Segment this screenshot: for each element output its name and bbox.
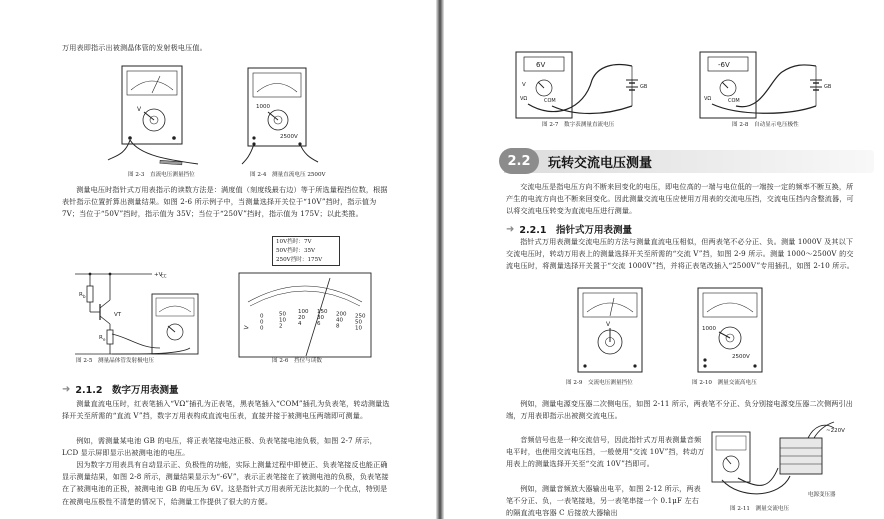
- fig-2-6-scale-label: 200: [336, 311, 347, 318]
- fig-2-10-caption: 图 2-10 测量交流高电压: [692, 380, 757, 386]
- fig-2-6-scale-label: 2: [279, 323, 283, 330]
- fig-2-4-2500-label: 2500V: [280, 134, 298, 140]
- fig-2-5-re-sub: e: [103, 337, 106, 342]
- fig-2-6-scale-label: 250: [355, 313, 366, 320]
- para-reading: 测量电压时指针式万用表指示的读数方法是：满度值（刻度线最右边）等于所选量程挡位数，根据表针指示位置折算出测量结果。如图 2-6 所示例子中，当测量选择开关位于“10V”挡时，指示值为 7V；当位于“50V”挡时，指示值为 35V；当位于“250V”挡时，指示值为 175V；以此类推。: [62, 185, 388, 219]
- fig-2-8-caption: 图 2-8 自动显示电压极性: [732, 122, 799, 128]
- fig-2-8-terminal-vo: VΩ: [704, 96, 712, 102]
- fig-2-6-scale-label: 40: [336, 317, 343, 324]
- fig-2-7-terminal-v: V: [522, 82, 526, 88]
- fig-2-4-caption: 图 2-4 测量直流电压 2500V: [250, 172, 326, 178]
- fig-2-10-analog-meter: [692, 286, 772, 378]
- fig-2-6-scale-label: 100: [298, 309, 309, 316]
- fig-2-6-scale-label: 20: [298, 315, 305, 322]
- fig-2-6-unit: V: [243, 325, 251, 331]
- fig-2-6-scale-label: 150: [317, 309, 328, 316]
- fig-2-7-display: 6V: [536, 61, 546, 69]
- fig-2-6-caption: 图 2-6 挡位与读数: [272, 358, 322, 364]
- fig-2-9-caption: 图 2-9 交流电压测量挡位: [566, 380, 633, 386]
- fig-2-6-box-line-10v: 10V挡时：7V: [276, 239, 312, 245]
- fig-2-6-scale-label: 50: [355, 319, 362, 326]
- fig-2-6-box-line-250v: 250V挡时：175V: [276, 256, 323, 263]
- para-ac-audio: 音频信号也是一种交流信号，因此指针式万用表测量音频电平时，也使用交流电压挡，一般使用“交流 10V”挡，转动万用表上的测量选择开关至“交流 10V”挡即可。: [506, 435, 705, 469]
- fig-2-8-digital-meter: [698, 50, 838, 120]
- fig-2-10-1000-label: 1000: [702, 326, 716, 332]
- book-gutter: [436, 0, 444, 519]
- fig-2-6-scale-label: 0: [260, 319, 264, 326]
- fig-2-5-vcc: +V: [154, 272, 163, 278]
- left-page: [0, 0, 436, 519]
- fig-2-6-scale-label: 30: [317, 315, 324, 322]
- intro-text: 万用表即指示出被测晶体管的发射极电压值。: [62, 43, 207, 52]
- fig-2-4-analog-meter: [240, 64, 320, 168]
- arrow-icon: ➜: [62, 383, 71, 395]
- fig-2-5-rb: R: [79, 292, 83, 298]
- fig-2-5-vt: VT: [114, 312, 122, 318]
- fig-2-3-caption: 图 2-3 直流电压测量挡位: [128, 172, 195, 178]
- fig-2-3-analog-meter: [100, 60, 220, 170]
- para-ac-pointer: 指针式万用表测量交流电压的方法与测量直流电压相似，但两表笔不必分正、负。测量 1000V 及其以下交流电压时，转动万用表上的测量选择开关至所需的“交流 V”挡，如图 2-9 所示。测量 1000～2500V 的交流电压时，将测量选择开关置于“交流 1000V”挡，并将正表笔改插入“2500V”专用插孔，如图 2-10 所示。: [506, 237, 855, 271]
- fig-2-6-scale-label: 8: [336, 323, 340, 330]
- fig-2-7-battery: GB: [640, 84, 648, 90]
- fig-2-5-caption: 图 2-5 测量晶体管发射极电压: [76, 358, 154, 364]
- fig-2-6-box-line-50v: 50V挡时：35V: [276, 247, 316, 254]
- para-digital-1: 测量直流电压时，红表笔插入“VΩ”插孔为正表笔，黑表笔插入“COM”插孔为负表笔，转动测量选择开关至所需的“直流 V”挡，数字万用表构成直流电压表，直接并接于被测电压两端即可测量。: [62, 399, 390, 421]
- fig-2-8-battery: GB: [824, 84, 832, 90]
- fig-2-7-terminal-com: COM: [544, 98, 556, 104]
- section-title-2-1-2: 2.1.2 数字万用表测量: [75, 385, 179, 396]
- para-digital-3: 因为数字万用表具有自动显示正、负极性的功能，实际上测量过程中即使正、负表笔接反也能正确显示测量结果，如图 2-8 所示，测量结果显示为“-6V”，表示正表笔接在了被测电池的负极，负表笔接在了被测电池的正极，被测电池 GB 的电压为 6V。这是指针式万用表所无法比拟的一个优点，特别是在被测电压极性不清楚的情况下，给测量工作提供了很大的方便。: [62, 460, 389, 506]
- fig-2-3-dial-label: V: [137, 106, 142, 113]
- fig-2-6-scale-label: 10: [355, 325, 362, 332]
- fig-2-6-scale-label: 0: [260, 325, 264, 332]
- fig-2-6-scale-label: 6: [317, 321, 321, 328]
- fig-2-7-caption: 图 2-7 数字表测量直流电压: [542, 122, 615, 128]
- fig-2-11-mains: ~220V: [826, 428, 845, 434]
- fig-2-6-scale: [238, 272, 372, 358]
- fig-2-6-scale-label: 0: [260, 313, 264, 320]
- fig-2-9-dial-label: V: [606, 321, 611, 328]
- fig-2-11-transformer-label: 电源变压器: [808, 492, 836, 498]
- fig-2-9-analog-meter: [572, 286, 652, 378]
- fig-2-5-re: R: [99, 335, 103, 341]
- section-number-badge: 2.2: [499, 148, 539, 174]
- fig-2-7-digital-meter: [514, 50, 654, 120]
- fig-2-6-scale-label: 50: [279, 311, 286, 318]
- fig-2-7-terminal-vo: VΩ: [520, 96, 528, 102]
- fig-2-5-vcc-sub: CC: [161, 273, 167, 279]
- para-digital-2: 例如，需测量某电池 GB 的电压，将正表笔接电池正极、负表笔接电池负极，如图 2-7 所示，LCD 显示屏即显示出被测电池的电压。: [62, 436, 377, 458]
- section-title: 玩转交流电压测量: [548, 156, 653, 171]
- fig-2-6-scale-label: 4: [298, 321, 302, 328]
- fig-2-4-1000-label: 1000: [256, 104, 270, 110]
- fig-2-11-transformer: [710, 418, 860, 506]
- fig-2-11-caption: 图 2-11 测量交流电压: [730, 506, 790, 512]
- section-title-2-2-1: 2.2.1 指针式万用表测量: [519, 225, 632, 236]
- para-ac-example: 例如，测量电源变压器二次侧电压，如图 2-11 所示，两表笔不分正、负分别接电源变压器二次侧两引出端，万用表即指示出被测交流电压。: [506, 399, 854, 421]
- section-heading-2-1-2: [62, 382, 178, 396]
- fig-2-10-2500-label: 2500V: [732, 354, 750, 360]
- para-ac-intro: 交流电压是指电压方向不断来回变化的电压，即电位高的一端与电位低的一端按一定的频率不断互换，所产生的电流方向也不断来回变化。因此测量交流电压应使用万用表的交流电压挡，交流电压挡内含整流器，可以将交流电压转变为直流电压进行测量。: [506, 182, 854, 216]
- fig-2-6-reading-box: [272, 236, 340, 266]
- fig-2-5-rb-sub: b: [83, 294, 86, 299]
- section-heading-2-2-1: [506, 222, 632, 236]
- fig-2-8-display: -6V: [718, 61, 730, 69]
- fig-2-5-circuit: [60, 256, 200, 356]
- fig-2-6-scale-label: 10: [279, 317, 286, 324]
- fig-2-8-terminal-com: COM: [728, 98, 740, 104]
- right-page: [444, 0, 884, 519]
- arrow-icon: ➜: [506, 223, 515, 235]
- para-ac-audio-2: 例如，测量音频放大器输出电平，如图 2-12 所示，两表笔不分正、负，一表笔接地，另一表笔串接一个 0.1μF 左右的隔直流电容器 C 后接放大器输出: [506, 484, 701, 518]
